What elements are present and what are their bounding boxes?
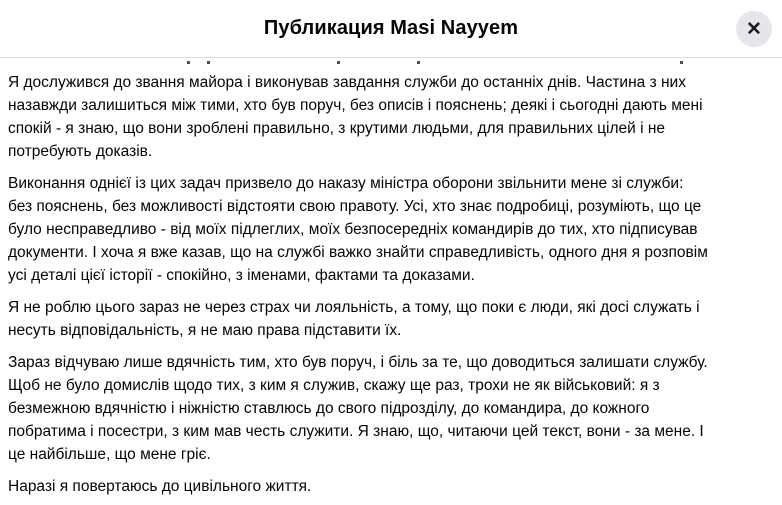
post-text-line: назавжди залишиться між тими, хто був поруч, без описів і пояснень; деякі і сьогодні дають мені: [8, 97, 703, 114]
post-paragraph: [8, 475, 774, 498]
post-paragraph: [8, 172, 774, 287]
post-text-line: потребують доказів.: [8, 143, 153, 160]
modal-header: [0, 0, 782, 58]
post-text-line: Щоб не було домислів щодо тих, з ким я служив, скажу ще раз, трохи не як військовий: я з: [8, 377, 660, 394]
post-paragraph: [8, 71, 774, 163]
modal-title: Публикация Masi Nayyem: [263, 17, 519, 39]
post-text-line: Я дослужився до звання майора і виконував завдання служби до останніх днів. Частина з них: [8, 74, 686, 91]
post-text-line: це найбільше, що мене гріє.: [8, 446, 211, 463]
post-text-line: безмежною вдячністю і ніжністю ставлюсь до свого підрозділу, до командира, до кожного: [8, 400, 650, 417]
post-text-line: було несправедливо - від моїх підлеглих, моїх безпосередніх командирів до тих, хто підписував: [8, 221, 698, 238]
post-text-line: без пояснень, без можливості відстояти свою правоту. Усі, хто знає подробиці, розуміють, що це: [8, 198, 702, 215]
clipped-text-remnant: [8, 58, 774, 71]
post-text: [8, 71, 774, 498]
post-content-scroll-area[interactable]: [0, 58, 782, 505]
post-text-line: побратима і посестри, з ким мав честь служити. Я знаю, що, читаючи цей текст, вони - за мене. І: [8, 423, 704, 440]
post-text-line: Я не роблю цього зараз не через страх чи лояльність, а тому, що поки є люди, які досі служать і: [8, 299, 700, 316]
post-text-line: Виконання однієї із цих задач призвело до наказу міністра оборони звільнити мене зі служби:: [8, 175, 684, 192]
post-text-line: спокій - я знаю, що вони зроблені правильно, з крутими людьми, для правильних цілей і не: [8, 120, 666, 137]
close-button[interactable]: [736, 11, 772, 47]
post-text-line: Зараз відчуваю лише вдячність тим, хто був поруч, і біль за те, що доводиться залишати службу.: [8, 354, 708, 371]
post-text-line: документи. І хоча я вже казав, що на службі важко знайти справедливість, одного дня я розповім: [8, 244, 708, 261]
post-paragraph: [8, 296, 774, 342]
post-paragraph: [8, 351, 774, 466]
post-text-line: Наразі я повертаюсь до цивільного життя.: [8, 478, 312, 495]
post-text-line: усі деталі цієї історії - спокійно, з іменами, фактами та доказами.: [8, 267, 475, 284]
post-text-line: несуть відповідальність, я не маю права підставити їх.: [8, 322, 402, 339]
close-icon: ✕: [746, 18, 762, 40]
